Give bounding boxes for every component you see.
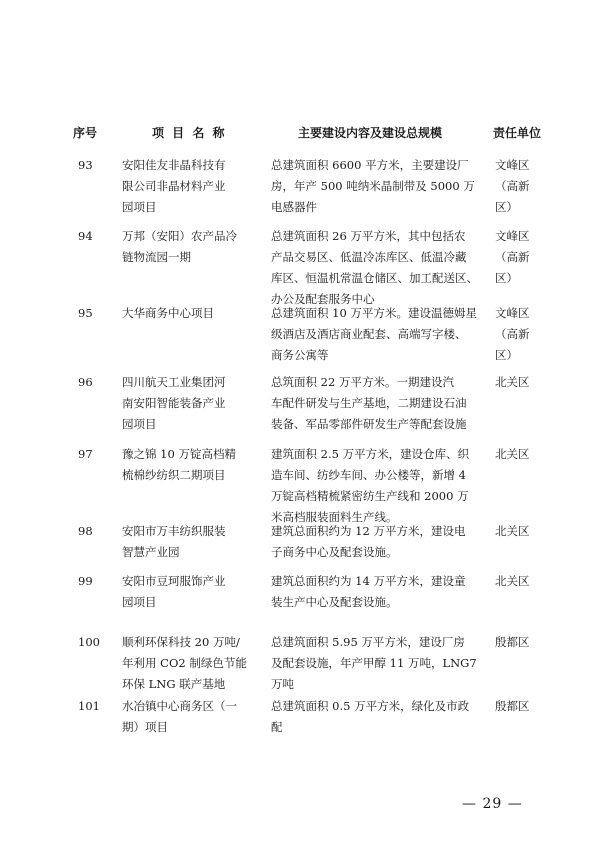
row-seq: 101	[78, 699, 100, 713]
row-content-line: 办公及配套服务中心	[271, 292, 375, 306]
row-name	[122, 632, 252, 695]
row-content-line: 电感器件	[271, 200, 317, 214]
row-content-line: 米高档服装面料生产线。	[271, 510, 398, 524]
row-unit	[495, 303, 543, 366]
row-name	[122, 521, 252, 563]
row-name	[122, 226, 252, 268]
row-content-line: 造车间、纺纱车间、办公楼等，新增 4	[271, 468, 466, 482]
row-content-line: 总建筑面积 5.95 万平方米，建设厂房	[271, 635, 465, 649]
header-content: 主要建设内容及建设总规模	[298, 126, 443, 140]
row-name-line: 万邦（安阳）农产品冷	[122, 229, 237, 243]
row-name	[122, 155, 252, 218]
row-unit-line: 区）	[495, 348, 518, 362]
row-name-line: 安阳市万丰纺织服装	[122, 524, 226, 538]
row-content-line: 建筑总面积约为 12 万平方米，建设电	[271, 524, 466, 538]
header-unit: 责任单位	[493, 126, 542, 140]
row-name-line: 梳棉纱纺织二期项目	[122, 468, 226, 482]
row-content-line: 总建筑面积 10 万平方米。建设温德姆星	[271, 306, 477, 320]
row-name-line: 链物流园一期	[122, 250, 191, 264]
row-content	[271, 226, 489, 310]
row-name	[122, 571, 252, 613]
row-name	[122, 444, 252, 486]
row-unit	[495, 696, 543, 717]
row-content	[271, 303, 489, 366]
row-unit-line: 北关区	[495, 447, 530, 461]
row-seq: 96	[78, 375, 93, 389]
row-seq: 94	[78, 229, 93, 243]
row-name-line: 水冶镇中心商务区（一	[122, 699, 237, 713]
header-name: 项 目 名 称	[152, 126, 227, 140]
table-header	[0, 124, 600, 144]
row-name-line: 南安阳智能装备产业	[122, 396, 226, 410]
row-content-line: 总建筑面积 26 万平方米，其中包括农	[271, 229, 466, 243]
row-name-line: 期）项目	[122, 720, 168, 734]
row-name-line: 园项目	[122, 200, 157, 214]
row-unit-line: 区）	[495, 271, 518, 285]
row-content-line: 万吨	[271, 677, 294, 691]
row-unit-line: 北关区	[495, 375, 530, 389]
row-name	[122, 696, 252, 738]
page-number: — 29 —	[462, 796, 523, 812]
row-content-line: 总筑面积 22 万平方米。一期建设汽	[271, 375, 454, 389]
row-unit	[495, 155, 543, 218]
row-unit-line: （高新	[495, 179, 530, 193]
row-name	[122, 303, 252, 324]
row-unit-line: 文峰区	[495, 229, 530, 243]
row-unit	[495, 521, 543, 542]
row-content-line: 建筑面积 2.5 万平方米，建设仓库、织	[271, 447, 470, 461]
row-name-line: 顺利环保科技 20 万吨/	[122, 635, 240, 649]
row-unit-line: 北关区	[495, 524, 530, 538]
row-unit-line: 区）	[495, 200, 518, 214]
row-content-line: 子商务中心及配套设施。	[271, 545, 398, 559]
row-content-line: 车配件研发与生产基地，二期建设石油	[271, 396, 467, 410]
row-content-line: 库区、恒温机常温仓储区、加工配送区、	[271, 271, 478, 285]
row-name-line: 安阳佳友非晶科技有	[122, 158, 226, 172]
row-content-line: 产品交易区、低温冷冻库区、低温冷藏	[271, 250, 467, 264]
row-content-line: 商务公寓等	[271, 348, 329, 362]
row-unit	[495, 444, 543, 465]
row-content	[271, 571, 489, 613]
row-name-line: 豫之锦 10 万锭高档精	[122, 447, 236, 461]
row-name-line: 园项目	[122, 595, 157, 609]
row-content-line: 级酒店及酒店商业配套、高端写字楼、	[271, 327, 467, 341]
row-unit	[495, 372, 543, 393]
row-name	[122, 372, 252, 435]
row-name-line: 大华商务中心项目	[122, 306, 214, 320]
row-name-line: 环保 LNG 联产基地	[122, 677, 226, 691]
row-content	[271, 444, 489, 528]
header-seq: 序号	[73, 126, 98, 140]
row-content	[271, 521, 489, 563]
row-name-line: 四川航天工业集团河	[122, 375, 226, 389]
row-unit	[495, 226, 543, 289]
row-unit-line: 殷都区	[495, 635, 530, 649]
row-name-line: 园项目	[122, 417, 157, 431]
row-name-line: 限公司非晶材料产业	[122, 179, 226, 193]
row-seq: 93	[78, 158, 93, 172]
row-content-line: 装生产中心及配套设施。	[271, 595, 398, 609]
row-content	[271, 155, 489, 218]
row-content	[271, 632, 489, 695]
row-seq: 98	[78, 524, 93, 538]
row-unit-line: 殷都区	[495, 699, 530, 713]
row-unit-line: 文峰区	[495, 158, 530, 172]
row-content-line: 总建筑面积 6600 平方米，主要建设厂	[271, 158, 469, 172]
row-content-line: 装备、军品零部件研发生产等配套设施	[271, 417, 467, 431]
row-content-line: 总建筑面积 0.5 万平方米，绿化及市政	[271, 699, 470, 713]
row-seq: 100	[78, 635, 100, 649]
row-unit-line: （高新	[495, 250, 530, 264]
row-unit-line: 北关区	[495, 574, 530, 588]
row-seq: 97	[78, 447, 93, 461]
row-content	[271, 696, 489, 738]
row-unit-line: （高新	[495, 327, 530, 341]
row-unit	[495, 632, 543, 653]
row-name-line: 年利用 CO2 制绿色节能	[122, 656, 247, 670]
row-content	[271, 372, 489, 435]
row-content-line: 万锭高档精梳紧密纺生产线和 2000 万	[271, 489, 469, 503]
row-content-line: 及配套设施，年产甲醇 11 万吨，LNG7	[271, 656, 477, 670]
row-content-line: 配	[271, 720, 283, 734]
row-content-line: 房，年产 500 吨纳米晶制带及 5000 万	[271, 179, 475, 193]
row-seq: 95	[78, 306, 93, 320]
row-content-line: 建筑总面积约为 14 万平方米，建设童	[271, 574, 466, 588]
row-seq: 99	[78, 574, 93, 588]
row-name-line: 安阳市豆珂服饰产业	[122, 574, 226, 588]
row-unit-line: 文峰区	[495, 306, 530, 320]
row-unit	[495, 571, 543, 592]
row-name-line: 智慧产业园	[122, 545, 180, 559]
